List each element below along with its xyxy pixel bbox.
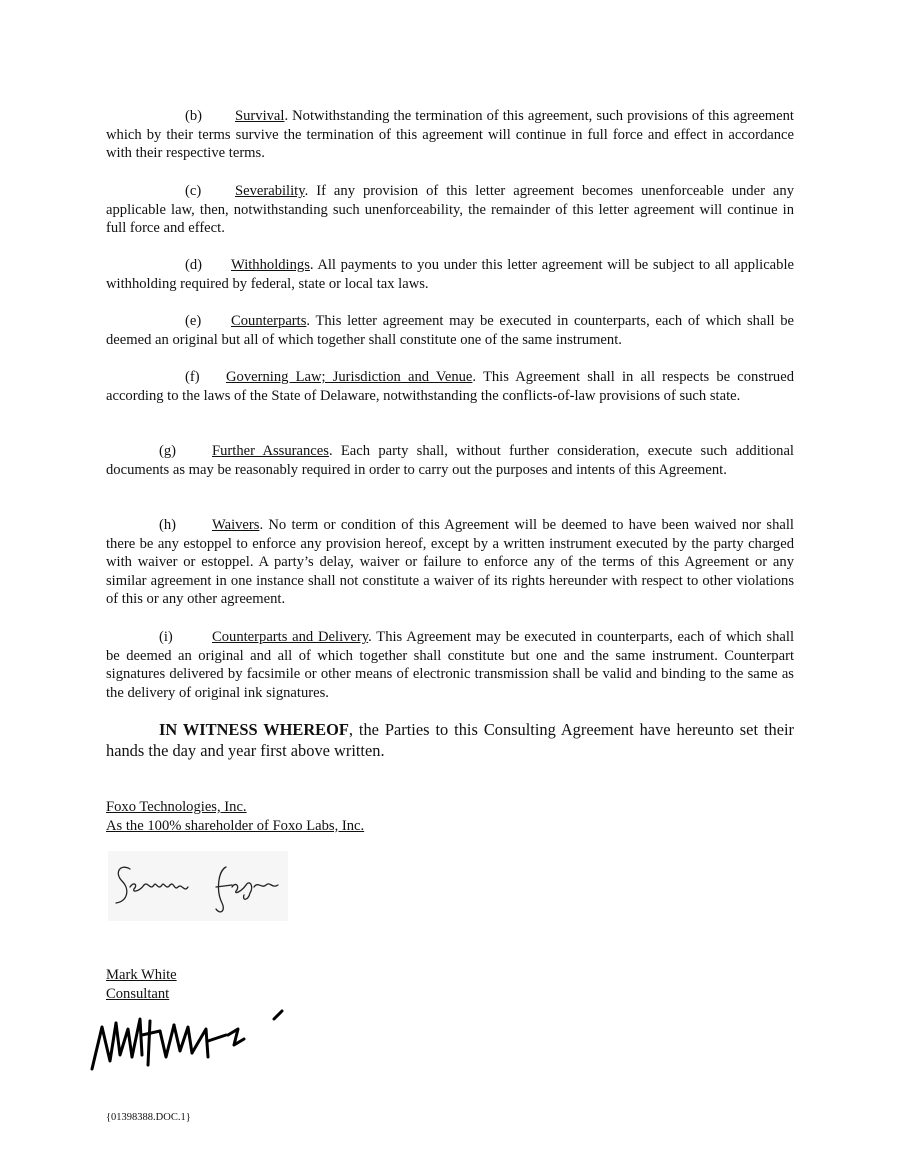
witness-heading: IN WITNESS WHEREOF [159,720,349,739]
clause-d [106,256,794,293]
clause-label: (h) [159,517,177,533]
clause-label: (d) [185,257,203,273]
signatory-mark-white [106,966,177,1003]
clause-label: (c) [185,183,202,199]
clause-text: . This Agreement may be executed in counterparts, each of which shall be deemed an original and all of which together shall constitute but one and the same instrument. Counterpart signatures delivered by facsimile or other means of electronic transmission shall be valid and binding to the same as the delivery of original ink signatures. [106,629,794,701]
clause-label: (g) [159,443,177,459]
clause-text: . All payments to you under this letter agreement will be subject to all applicable withholding required by federal, state or local tax laws. [106,257,794,292]
clause-title: Survival [235,108,285,124]
clause-e [106,312,794,349]
signature-scribble [88,1005,288,1075]
signatory-foxo [106,798,364,835]
clause-text: . If any provision of this letter agreement becomes unenforceable under any applicable law, then, notwithstanding such unenforceability, the remainder of this letter agreement will continue in full force and effect. [106,183,794,237]
clause-text: . This Agreement shall in all respects be construed according to the laws of the State of Delaware, notwithstanding the conflicts-of-law provisions of such state. [106,369,795,404]
signatory-company: Foxo Technologies, Inc. [106,799,247,815]
clause-title: Waivers [212,517,260,533]
document-footer-id: {01398388.DOC.1} [106,1112,191,1123]
clause-label: (b) [185,108,203,124]
clause-title: Withholdings [231,257,310,273]
clause-text: . This letter agreement may be executed in counterparts, each of which shall be deemed an original but all of which together shall constitute one of the same instrument. [106,313,794,348]
signature-mark-white [88,1005,288,1075]
clause-i [106,628,794,702]
clause-c [106,182,794,238]
clause-b [106,107,794,163]
clause-text: . Notwithstanding the termination of this agreement, such provisions of this agreement which by their terms survive the termination of this agreement will continue in full force and effect in accordance with their respective terms. [106,108,794,162]
signature-scribble [108,851,288,921]
signatory-capacity: As the 100% shareholder of Foxo Labs, Inc. [106,817,365,834]
clause-text: . No term or condition of this Agreement will be deemed to have been waived nor shall there be any estoppel to enforce any provision hereof, except by a written instrument executed by the party charged with waiver or estoppel. A party’s delay, waiver or failure to enforce any of the terms of this Agreement or any similar agreement in one instance shall not constitute a waiver of its rights hereunder with respect to other violations of this or any other agreement. [106,517,794,608]
clause-text: . Each party shall, without further consideration, execute such additional documents as may be reasonably required in order to carry out the purposes and intents of this Agreement. [106,443,794,478]
signature-seamus-lagan [108,851,288,921]
clause-f [106,368,794,405]
clause-h [106,516,794,609]
clause-title: Severability [235,183,305,199]
clause-title: Counterparts and Delivery [212,629,369,645]
clause-label: (i) [159,629,173,645]
clause-title: Counterparts [231,313,307,329]
signatory-name: Mark White [106,967,177,983]
clause-title: Further Assurances [212,443,329,459]
clause-label: (e) [185,313,202,329]
witness-paragraph [106,719,794,761]
witness-text: , the Parties to this Consulting Agreement have hereunto set their hands the day and year first above written. [106,720,795,760]
signatory-title: Consultant [106,985,170,1002]
clause-g [106,442,794,479]
clause-title: Governing Law; Jurisdiction and Venue [226,369,473,385]
clause-label: (f) [185,369,200,385]
